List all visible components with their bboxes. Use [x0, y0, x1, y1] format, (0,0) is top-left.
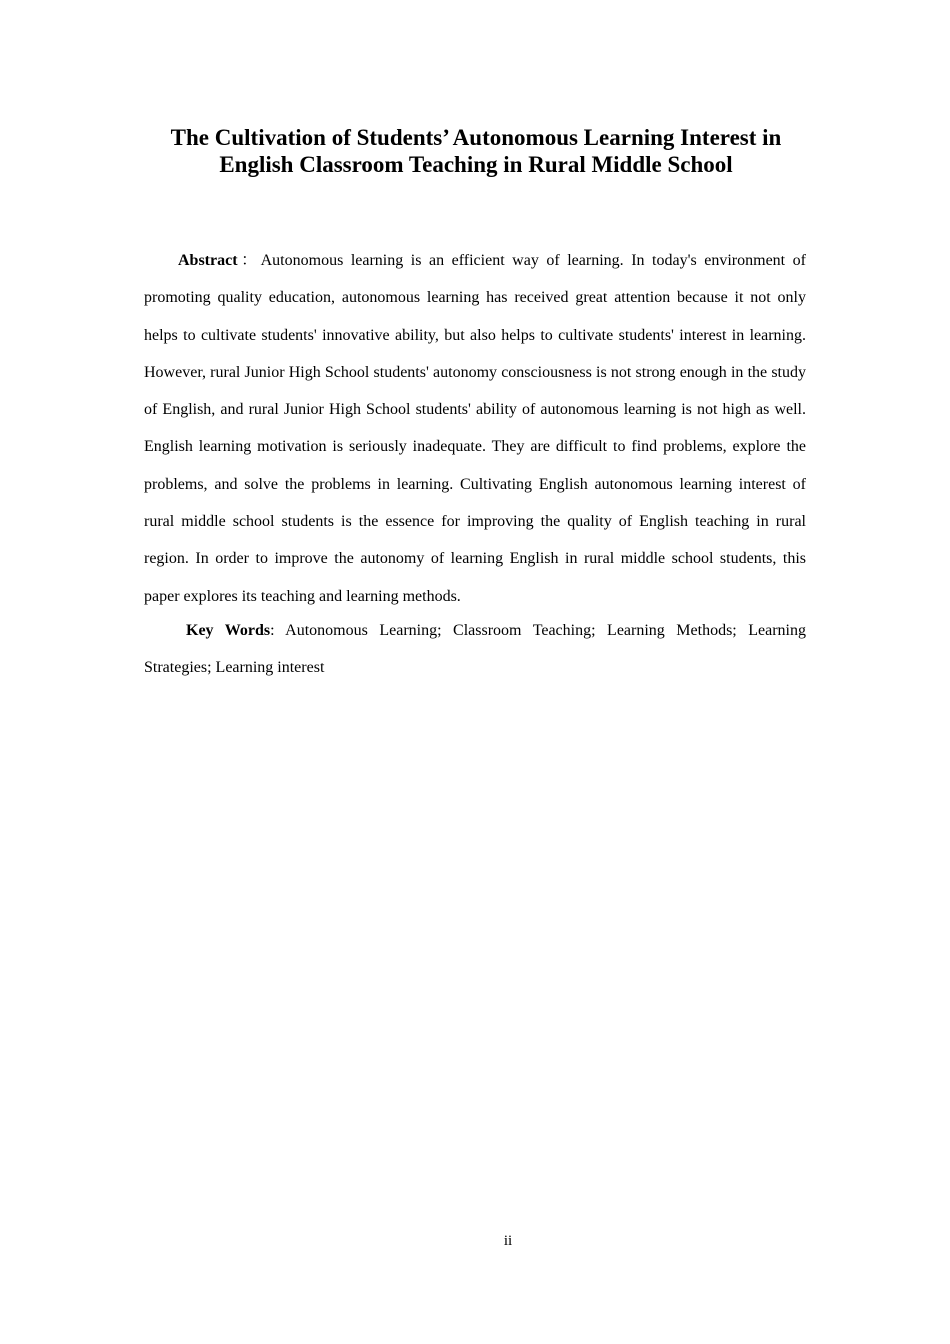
keywords-text: Autonomous Learning; Classroom Teaching; Learning Methods; Learning Strategies; Learning interest	[144, 622, 806, 677]
abstract-paragraph	[144, 242, 806, 615]
abstract-text: Autonomous learning is an efficient way of learning. In today's environment of promoting quality education, autonomous learning has received great attention because it not only helps to cultivate students' innovative ability, but also helps to cultivate students' interest in learning. However, rural Junior High School students' autonomy consciousness is not strong enough in the study of English, and rural Junior High School students' ability of autonomous learning is not high as well. English learning motivation is seriously inadequate. They are difficult to find problems, explore the problems, and solve the problems in learning. Cultivating English autonomous learning interest of rural middle school students is the essence for improving the quality of English teaching in rural region. In order to improve the autonomy of learning English in rural middle school students, this paper explores its teaching and learning methods.	[144, 252, 806, 605]
paper-title	[144, 124, 808, 178]
keywords-separator: :	[270, 622, 286, 639]
page-number: ii	[503, 1233, 513, 1249]
paper-title-line-2: English Classroom Teaching in Rural Middle School	[219, 152, 733, 177]
abstract-label: Abstract	[178, 252, 238, 269]
keywords-paragraph	[144, 612, 806, 687]
abstract-separator: ：	[237, 252, 261, 269]
paper-title-line-1: The Cultivation of Students’ Autonomous Learning Interest in	[170, 125, 782, 150]
keywords-label: Key Words	[186, 622, 271, 639]
